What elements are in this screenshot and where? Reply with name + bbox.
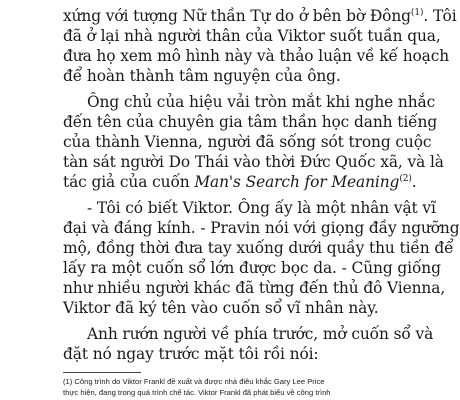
paragraph-start: Anh rướn người về phía trước, mở cuốn sổ và: [87, 325, 434, 343]
paragraph-start: - Tôi có biết Viktor. Ông ấy là một nhân vật vĩ: [87, 199, 436, 217]
footnote-marker: (2): [399, 173, 412, 184]
text-line: đại và đáng kính. - Pravin nói với giọng đầy ngưỡng: [63, 219, 460, 237]
footnote-line: (1) Công trình do Viktor Frankl đề xuất và được nhà điêu khắc Gary Lee Price: [63, 377, 325, 386]
text-line: Viktor đã ký tên vào cuốn sổ vĩ nhân này.: [63, 299, 379, 317]
text-line: đã ở lại nhà người thân của Viktor suốt tuần qua,: [63, 27, 441, 45]
text-line: đến tên của chuyên gia tâm thần học danh tiếng: [63, 113, 438, 131]
text-line: mộ, đồng thời đưa tay xuống dưới quầy thu tiền để: [63, 239, 454, 257]
text-line: lấy ra một cuốn sổ lớn được bọc da. - Cũng giống: [63, 259, 441, 277]
text-line: xứng với tượng Nữ thần Tự do ở bên bờ Đông$^{(1)}$. Tôi: [63, 7, 457, 25]
footnote-rule: [63, 372, 141, 373]
text-line: tác giả của cuốn Man's Search for Meaning$^{(2)}$.: [63, 173, 417, 191]
footnote-line: thực hiện, đang trong quá trình chế tác. Viktor Frankl đã phát biểu về công trình: [63, 388, 331, 397]
footnote-marker: (1): [410, 7, 424, 18]
text-line: tàn sát người Do Thái vào thời Đức Quốc xã, và là: [63, 153, 444, 171]
paragraph-start: Ông chủ của hiệu vải tròn mắt khi nghe nhắc: [87, 93, 436, 111]
text-line: để hoàn thành tâm nguyện của ông.: [63, 67, 341, 85]
text-line: như nhiều người khác đã từng đến thủ đô Vienna,: [63, 279, 446, 297]
book-title: Man's Search for Meaning: [194, 173, 400, 191]
text-line: đặt nó ngay trước mặt tôi rồi nói:: [63, 345, 319, 363]
text-line: của thành Vienna, người đã sống sót trong cuộc: [63, 133, 432, 151]
text-line: đưa họ xem mô hình này và thảo luận về kế hoạch: [63, 47, 450, 65]
